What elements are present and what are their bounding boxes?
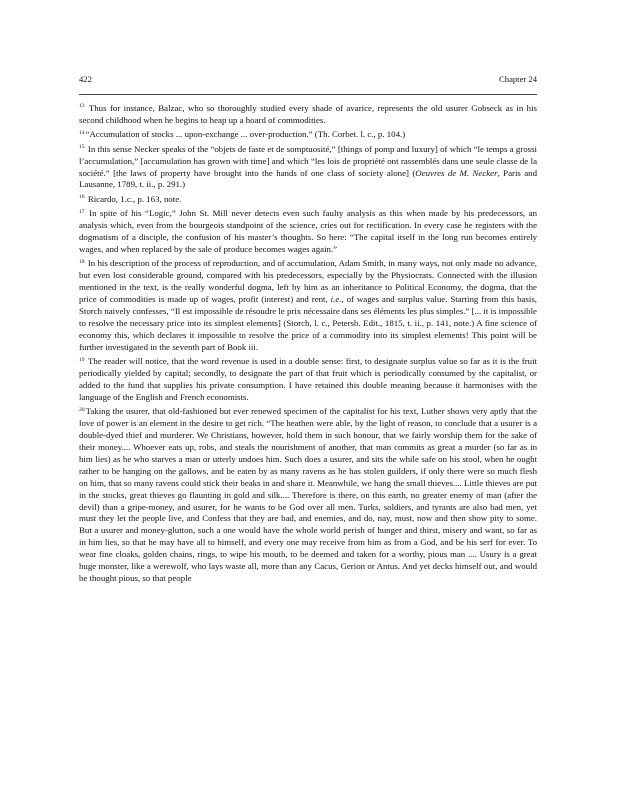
- footnote-number: 19: [79, 356, 85, 363]
- header-rule: [79, 94, 537, 95]
- footnote-number: 15: [79, 144, 85, 151]
- footnote-number: 14: [79, 129, 85, 136]
- footnote-number: 13: [79, 103, 85, 110]
- footnote-17: $^{17}$ In spite of his “Logic,” John St. Mill never detects even such faulty analysis as this when made by his predecessors, an analysis which, even from the bourgeois standpoint of the science, cries out for rectification. In every case he registers with the dogmatism of a disciple, the confusion of his master’s thoughts. So here: “The capital itself in the long run becomes entirely wages, and when replaced by the sale of produce becomes wages again.”: [79, 208, 537, 254]
- footnote-16: $^{16}$ Ricardo, 1.c., p. 163, note.: [79, 193, 182, 204]
- footnote-15: $^{15}$ In this sense Necker speaks of the “objets de faste et de somptuosité,” [things of pomp and luxury] of which “le temps a grossi l’accumulation,” [accumulation has grown with time] and which “les lois de propriété ont rassemblés dans une seule classe de la société.” [the laws of property have brought into the hands of one class of society alone] (Oeuvres de M. Necker, Paris and Lausanne, 1789, t. ii., p. 291.): [79, 143, 538, 190]
- footnote-13: $^{13}$ Thus for instance, Balzac, who so thoroughly studied every shade of avarice, represents the old usurer Gobseck as in his second childhood when he begins to heap up a hoard of commodities.: [79, 103, 538, 125]
- work-title: Oeuvres de M. Necker: [415, 167, 498, 178]
- page-number: 422: [79, 74, 92, 84]
- footnotes: [79, 103, 537, 587]
- footnote-18: $^{18}$ In his description of the process of reproduction, and of accumulation, Adam Smith, in many ways, not only made no advance, but even lost considerable ground, compared with his predecessors, especially by the Physiocrats. Connected with the illusion mentioned in the text, is the really wonderful dogma, left by him as an inheritance to Political Economy, the dogma, that the price of commodities is made up of wages, profit (interest) and rent, i.e., of wages and surplus value. Starting from this basis, Storch naively confesses, “Il est impossible de résoudre le prix nécessaire dans ses éléments les plus simples.” [... it is impossible to resolve the necessary price into its simplest elements] (Storch, l. c., Petersb. Edit., 1815, t. ii., p. 141, note.) A fine science of economy this, which declares it impossible to resolve the price of a commodity into its simplest elements! This point will be further investigated in the seventh part of Book iii.: [79, 258, 537, 352]
- footnote-number: 16: [79, 194, 85, 201]
- footnote-number: 18: [79, 258, 85, 265]
- footnote-19: $^{19}$ The reader will notice, that the word revenue is used in a double sense: first, to designate surplus value so far as it is the fruit periodically yielded by capital; secondly, to designate the part of that fruit which is periodically consumed by the capitalist, or added to the fund that supplies his private consumption. I have retained this double meaning because it harmonises with the language of the English and French economists.: [79, 356, 537, 402]
- footnote-number: 17: [79, 208, 85, 215]
- footnote-14: $^{14}$“Accumulation of stocks ... upon-exchange ... over-production.” (Th. Corbet. l. c., p. 104.): [79, 129, 406, 140]
- chapter-title: Chapter 24: [499, 74, 537, 84]
- footnote-20: $^{20}$Taking the usurer, that old-fashioned but ever renewed specimen of the capitalist for his text, Luther shows very aptly that the love of power is an element in the desire to get rich. “The heathen were able, by the light of reason, to conclude that a usurer is a double-dyed thief and murderer. We Christians, however, hold them in such honour, that we fairly worship them for the sake of their money.... Whoever eats up, robs, and steals the nourishment of another, that man commits as great a murder (so far as in him lies) as he who starves a man or utterly undoes him. Such does a usurer, and sits the while safe on his stool, when he ought rather to be hanging on the gallows, and be eaten by as many ravens as he has stolen guilders, if only there were so much flesh on him, that so many ravens could stick their beaks in and share it. Meanwhile, we hang the small thieves.... Little thieves are put in the stocks, great thieves go flaunting in gold and silk.... Therefore is there, on this earth, no greater enemy of man (after the devil) than a gripe-money, and usurer, for he wants to be God over all men. Turks, soldiers, and tyrants are also bad men, yet must they let the people live, and Confess that they are bad, and enemies, and do, nay, must, now and then show pity to some. But a usurer and money-glutton, such a one would have the whole world perish of hunger and thirst, misery and want, so far as in him lies, so that he may have all to himself, and every one may receive from him as from a God, and be his serf for ever. To wear fine cloaks, golden chains, rings, to wipe his mouth, to be deemed and taken for a worthy, pious man .... Usury is a great huge monster, like a werewolf, who lays waste all, more than any Cacus, Gerion or Antus. And yet decks himself out, and would be thought pious, so that people: [79, 406, 537, 583]
- footnote-number: 20: [79, 406, 85, 413]
